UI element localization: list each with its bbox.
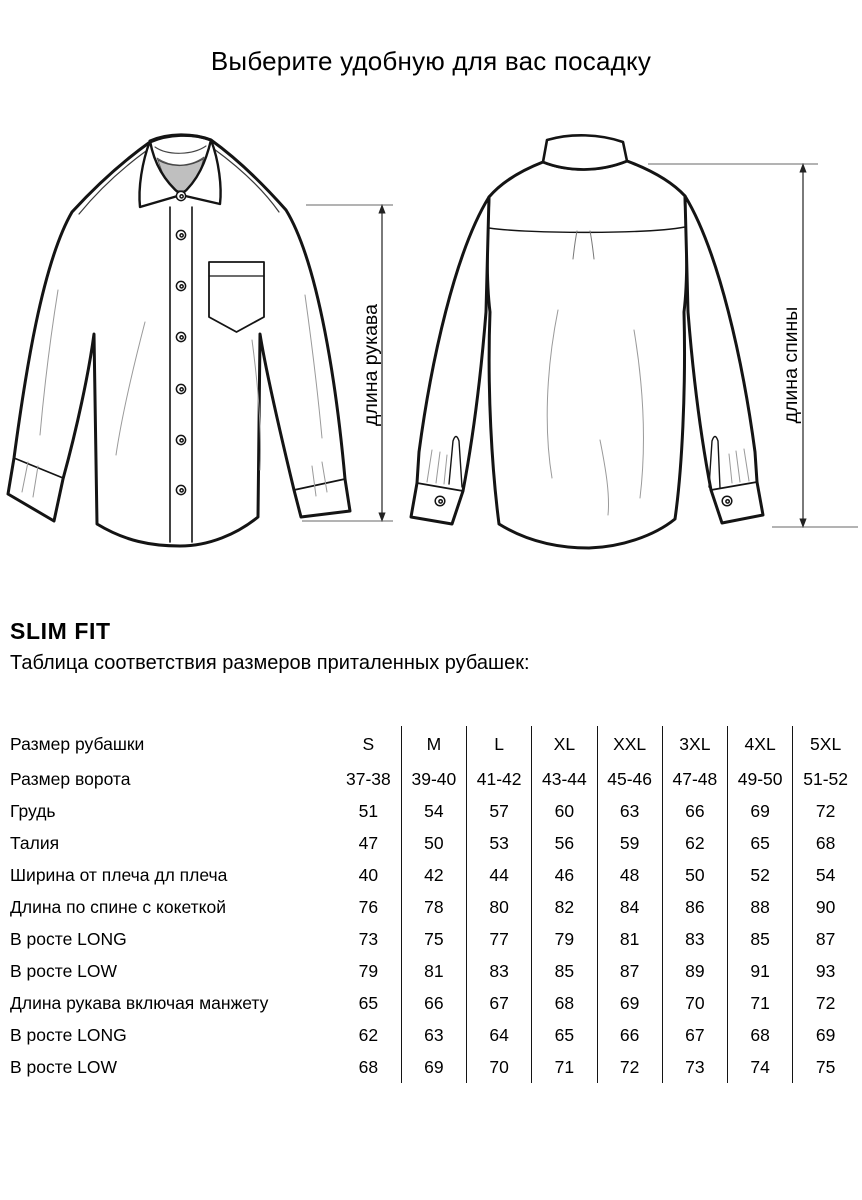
table-caption: Таблица соответствия размеров приталенных рубашек: (10, 652, 530, 674)
size-value-cell: 49-50 (728, 763, 793, 795)
back-shirt-drawing (411, 135, 763, 548)
size-value-cell: 5XL (793, 726, 858, 763)
size-value-cell: 72 (793, 987, 858, 1019)
size-value-cell: 68 (728, 1019, 793, 1051)
size-value-cell: 69 (793, 1019, 858, 1051)
size-value-cell: 65 (532, 1019, 597, 1051)
size-value-cell: 54 (793, 859, 858, 891)
size-value-cell: 51 (358, 800, 379, 821)
size-value-cell: 79 (358, 960, 379, 981)
back-collar (543, 135, 627, 169)
table-row (8, 891, 858, 923)
size-value-cell: 69 (728, 795, 793, 827)
table-row (8, 987, 858, 1019)
size-value-cell: 62 (358, 1024, 379, 1045)
size-value-cell: M (401, 726, 466, 763)
size-value-cell: 46 (532, 859, 597, 891)
size-value-cell: 39-40 (401, 763, 466, 795)
row-label: В росте LOW (10, 1056, 118, 1077)
size-value-cell: 47-48 (662, 763, 727, 795)
size-value-cell: 73 (358, 928, 379, 949)
table-row (8, 955, 858, 987)
front-shirt-drawing (8, 135, 350, 546)
table-row (8, 859, 858, 891)
size-value-cell: 89 (662, 955, 727, 987)
size-value-cell: 47 (358, 832, 379, 853)
size-value-cell: 93 (793, 955, 858, 987)
size-value-cell: 40 (358, 864, 379, 885)
size-value-cell: 59 (597, 827, 662, 859)
chest-pocket (209, 262, 264, 332)
row-label: Ширина от плеча дл плеча (10, 864, 228, 885)
row-label: Длина по спине с кокеткой (10, 896, 227, 917)
size-value-cell: 84 (597, 891, 662, 923)
size-value-cell: 68 (793, 827, 858, 859)
size-value-cell: 37-38 (345, 768, 391, 789)
size-value-cell: 3XL (662, 726, 727, 763)
size-value-cell: 51-52 (793, 763, 858, 795)
row-label: Длина рукава включая манжету (10, 992, 269, 1013)
size-value-cell: 65 (728, 827, 793, 859)
shirt-fit-diagram (0, 128, 862, 580)
row-label: В росте LONG (10, 1024, 127, 1045)
size-value-cell: 75 (793, 1051, 858, 1083)
size-value-cell: 44 (467, 859, 532, 891)
size-value-cell: 71 (532, 1051, 597, 1083)
table-row (8, 923, 858, 955)
size-value-cell: 87 (793, 923, 858, 955)
row-label: Размер ворота (10, 768, 131, 789)
size-value-cell: 83 (662, 923, 727, 955)
size-value-cell: 85 (728, 923, 793, 955)
row-label: В росте LONG (10, 928, 127, 949)
size-value-cell: 70 (467, 1051, 532, 1083)
size-value-cell: 67 (662, 1019, 727, 1051)
size-value-cell: S (362, 734, 375, 754)
size-value-cell: 54 (401, 795, 466, 827)
size-value-cell: 75 (401, 923, 466, 955)
table-row (8, 726, 858, 763)
row-label: Размер рубашки (10, 734, 145, 754)
back-shirt-body (487, 161, 687, 548)
size-value-cell: 79 (532, 923, 597, 955)
size-value-cell: 82 (532, 891, 597, 923)
fit-heading: SLIM FIT (10, 618, 111, 644)
size-value-cell: 86 (662, 891, 727, 923)
size-value-cell: 41-42 (467, 763, 532, 795)
size-value-cell: 77 (467, 923, 532, 955)
back-length-label: длина спины (780, 306, 802, 424)
size-value-cell: 66 (662, 795, 727, 827)
size-value-cell: 81 (401, 955, 466, 987)
size-value-cell: 63 (597, 795, 662, 827)
size-value-cell: 91 (728, 955, 793, 987)
size-value-cell: 63 (401, 1019, 466, 1051)
row-label: Грудь (10, 800, 56, 821)
row-label: В росте LOW (10, 960, 118, 981)
size-value-cell: 80 (467, 891, 532, 923)
size-value-cell: 65 (358, 992, 379, 1013)
size-value-cell: 72 (793, 795, 858, 827)
size-value-cell: L (467, 726, 532, 763)
size-value-cell: 62 (662, 827, 727, 859)
table-row (8, 795, 858, 827)
back-right-sleeve (685, 196, 763, 523)
size-table-body (8, 726, 858, 1083)
size-value-cell: 69 (597, 987, 662, 1019)
size-value-cell: 56 (532, 827, 597, 859)
size-value-cell: 42 (401, 859, 466, 891)
size-value-cell: 57 (467, 795, 532, 827)
size-value-cell: 53 (467, 827, 532, 859)
size-value-cell: 45-46 (597, 763, 662, 795)
size-value-cell: XXL (597, 726, 662, 763)
size-value-cell: 68 (532, 987, 597, 1019)
size-value-cell: 43-44 (532, 763, 597, 795)
size-value-cell: 73 (662, 1051, 727, 1083)
size-value-cell: XL (532, 726, 597, 763)
size-value-cell: 71 (728, 987, 793, 1019)
size-value-cell: 4XL (728, 726, 793, 763)
size-table (8, 726, 858, 1083)
size-value-cell: 76 (358, 896, 379, 917)
size-value-cell: 69 (401, 1051, 466, 1083)
table-row (8, 827, 858, 859)
table-row (8, 1051, 858, 1083)
size-value-cell: 87 (597, 955, 662, 987)
size-value-cell: 81 (597, 923, 662, 955)
size-value-cell: 66 (597, 1019, 662, 1051)
size-value-cell: 60 (532, 795, 597, 827)
table-row (8, 1019, 858, 1051)
size-value-cell: 66 (401, 987, 466, 1019)
size-value-cell: 50 (662, 859, 727, 891)
page-title: Выберите удобную для вас посадку (210, 46, 652, 76)
size-value-cell: 88 (728, 891, 793, 923)
size-value-cell: 70 (662, 987, 727, 1019)
size-value-cell: 74 (728, 1051, 793, 1083)
row-label: Талия (10, 832, 60, 853)
size-value-cell: 67 (467, 987, 532, 1019)
size-value-cell: 48 (597, 859, 662, 891)
size-value-cell: 83 (467, 955, 532, 987)
size-value-cell: 72 (597, 1051, 662, 1083)
sleeve-length-label: длина рукава (360, 304, 382, 426)
size-value-cell: 68 (358, 1056, 379, 1077)
size-value-cell: 50 (401, 827, 466, 859)
size-value-cell: 90 (793, 891, 858, 923)
size-value-cell: 52 (728, 859, 793, 891)
size-value-cell: 64 (467, 1019, 532, 1051)
table-row (8, 763, 858, 795)
size-value-cell: 85 (532, 955, 597, 987)
size-value-cell: 78 (401, 891, 466, 923)
